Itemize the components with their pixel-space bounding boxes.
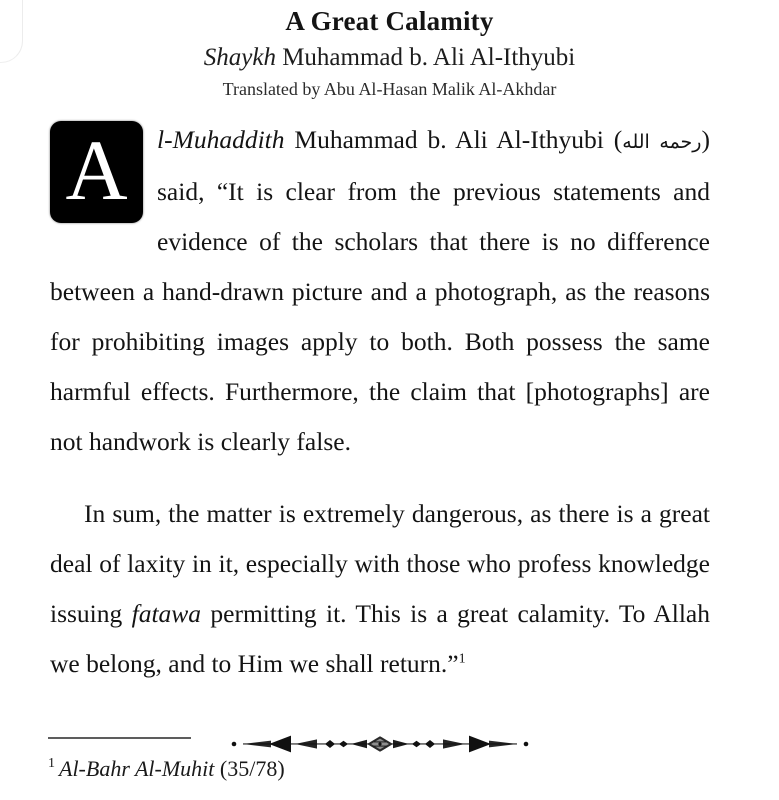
paragraph-one bbox=[50, 115, 710, 467]
paragraph-one-intro: Muhammad b. Ali Al-Ithyubi ( bbox=[284, 124, 623, 154]
footnote-reference-marker: 1 bbox=[458, 651, 466, 667]
footnote-source-title: Al-Bahr Al-Muhit bbox=[59, 755, 215, 781]
footnote-reference: (35/78) bbox=[214, 755, 285, 781]
drop-cap-letter: A bbox=[50, 121, 143, 223]
footnote-number: 1 bbox=[48, 756, 55, 772]
paragraph-two-before: In sum, the matter is extremely dangerous, as there is a great deal of laxity in it, especially with those who profess knowledge issuing bbox=[50, 498, 710, 628]
footnote-area bbox=[48, 737, 728, 783]
page-title: A Great Calamity bbox=[285, 6, 494, 36]
translator-credit: Translated by Abu Al-Hasan Malik Al-Akhdar bbox=[222, 79, 557, 100]
paragraph-two bbox=[50, 489, 710, 689]
italic-term-fatawa: fatawa bbox=[131, 598, 202, 628]
lead-italic-word: l-Muhaddith bbox=[157, 124, 285, 154]
body-text-block bbox=[50, 115, 710, 757]
arabic-honorific: رحمه الله bbox=[622, 130, 702, 153]
author-byline bbox=[0, 43, 779, 73]
paragraph-two-after: permitting it. This is a great calamity. To Allah we belong, and to Him we shall return.” bbox=[50, 598, 710, 678]
footnote-separator-rule bbox=[48, 737, 191, 739]
author-name: Muhammad b. Ali Al-Ithyubi bbox=[275, 44, 576, 72]
paragraph-one-rest: ) said, “It is clear from the previous statements and evidence of the scholars that there is no difference between a hand-drawn picture and a photograph, as the reasons for prohibiting images apply to both. Both possess the same harmful effects. Furthermore, the claim that [photographs] are not handwork is clearly false. bbox=[50, 124, 710, 456]
footnote-entry bbox=[48, 755, 728, 783]
author-honorific: Shaykh bbox=[203, 44, 276, 72]
